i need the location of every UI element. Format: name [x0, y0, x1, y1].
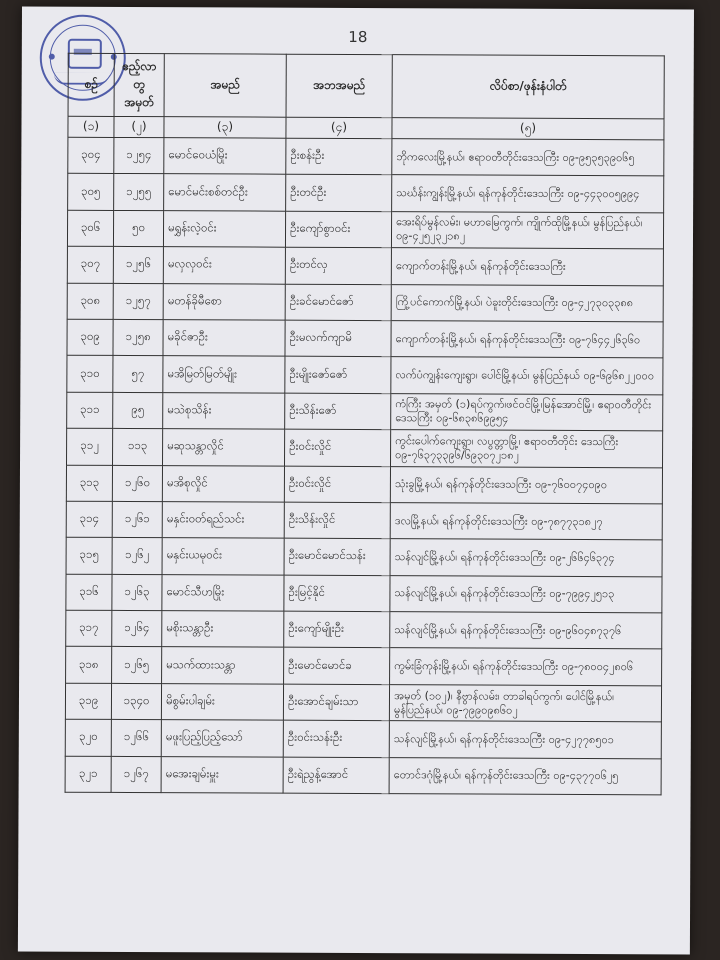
- serial-cell: ၃၁၀: [67, 356, 113, 393]
- name-cell: မစိုးသန္တာဦး: [162, 611, 284, 648]
- document-page: [18, 7, 694, 955]
- address-cell: ကံကြီး အမှတ် (၁)ရပ်ကွက်၊ဖင်ဝင်မြို့၊မြန်အောင်မြို့၊ ဧရာဝတီတိုင်းဒေသကြီး ၀၉-၆၈၃၈၆၉၉၅၄: [391, 393, 663, 431]
- registration-cell: ၁၂၆၁: [112, 501, 162, 538]
- father-cell: ဦးသိန်းလှိုင်: [284, 502, 390, 539]
- registration-cell: ၁၂၆၇: [111, 756, 161, 793]
- address-cell: ကြို့ပင်ကောက်မြို့နယ်၊ ပဲခူးတိုင်းဒေသကြီး ၀၉-၄၂၇၃၀၃၃၈၈: [391, 284, 663, 322]
- registration-cell: ၁၂၆၅: [112, 647, 162, 684]
- address-cell: သန်လျင်မြို့နယ်၊ ရန်ကုန်တိုင်းဒေသကြီး ၀၉-၉၆၀၄၈၇၃၇၆: [390, 612, 662, 650]
- col-number: (၄): [286, 117, 392, 138]
- header-serial: စဥ်: [68, 53, 114, 116]
- father-cell: ဦးတင်လှ: [285, 247, 391, 284]
- registration-cell: ၁၂၅၇: [113, 283, 163, 320]
- address-cell: အမှတ် (၁၀၂)၊ နီဗွာန်လမ်း၊ တာခါရပ်ကွက်၊ ပေါင်မြို့နယ်၊ မွန်ပြည်နယ်၊ ၀၉-၇၉၉၀၉၈၆၀၂: [389, 685, 661, 723]
- registration-cell: ၁၂၅၈: [113, 319, 163, 356]
- serial-cell: ၃၁၅: [66, 538, 112, 575]
- registration-cell: ၁၂၆၄: [112, 611, 162, 648]
- col-number: (၅): [392, 118, 664, 140]
- father-cell: ဦးမောင်မောင်ခ: [284, 648, 390, 685]
- father-cell: ဦးရဲညွန့်အောင်: [283, 757, 389, 794]
- name-cell: မအေးချမ်းမှူး: [161, 756, 283, 793]
- table-row: [67, 283, 663, 322]
- table-row: [66, 610, 662, 649]
- registration-cell: ၅၀: [113, 210, 163, 247]
- father-cell: ဦးဝင်းလှိုင်: [285, 429, 391, 466]
- name-cell: မရွှန်းလဲ့ဝင်း: [163, 210, 285, 247]
- table-row: [65, 719, 661, 758]
- father-cell: ဦးစန်းဦး: [286, 138, 392, 175]
- address-cell: ဘိုကလေးမြို့နယ်၊ ဧရာဝတီတိုင်းဒေသကြီး ၀၉-၉၅၃၅၃၉၀၆၅: [392, 139, 664, 177]
- registration-cell: ၁၂၆၆: [111, 720, 161, 757]
- header-father-name: အဘအမည်: [286, 54, 392, 117]
- table-row: [67, 428, 663, 467]
- name-cell: မတန်ခိုမီစော: [163, 283, 285, 320]
- registration-cell: ၁၂၆၂: [112, 538, 162, 575]
- address-cell: ကွမ်းခြံကုန်းမြို့နယ်၊ ရန်ကုန်တိုင်းဒေသကြီး ၀၉-၇၈၀၀၄၂၈၀၆: [390, 648, 662, 686]
- table-row: [68, 174, 664, 213]
- address-cell: သင်္ဃန်းကျွန်းမြို့နယ်၊ ရန်ကုန်တိုင်းဒေသကြီး ၀၉-၄၄၃၀၀၅၉၉၄: [392, 175, 664, 213]
- registration-cell: ၁၂၅၄: [114, 137, 164, 174]
- serial-cell: ၃၀၅: [68, 174, 114, 211]
- serial-cell: ၃၀၄: [68, 137, 114, 174]
- serial-cell: ၃၂၁: [65, 756, 111, 793]
- header-address: လိပ်စာ/ဖုန်းနံပါတ်: [392, 55, 664, 119]
- serial-cell: ၃၀၉: [67, 319, 113, 356]
- col-number: (၃): [164, 117, 286, 139]
- address-cell: သန်လျင်မြို့နယ်၊ ရန်ကုန်တိုင်းဒေသကြီး ၀၉-၂၆၆၄၆၃၇၄: [390, 539, 662, 577]
- registration-cell: ၉၅: [113, 392, 163, 429]
- address-cell: ကျောက်တန်းမြို့နယ်၊ ရန်ကုန်တိုင်းဒေသကြီး ၀၉-၇၆၄၄၂၆၃၆၀: [391, 321, 663, 359]
- address-cell: ဒလမြို့နယ်၊ ရန်ကုန်တိုင်းဒေသကြီး ၀၉-၇၈၇၇၃၁၈၂၇: [390, 503, 662, 541]
- name-cell: မိစွမ်းပါချမ်း: [161, 684, 283, 721]
- registration-cell: ၁၂၆၀: [112, 465, 162, 502]
- name-cell: မောင်သီဟမြိုး: [162, 574, 284, 611]
- address-cell: လက်ပံကျွန်းကျေးရွာ၊ ပေါင်မြို့နယ်၊ မွန်ပြည်နယ် ၀၉-၆၉၆၈၂၂၀၀၀: [391, 357, 663, 395]
- table-row: [66, 465, 662, 504]
- address-cell: အေးရိပ်မွန်လမ်း၊ မဟာမြေကွက်၊ ကျိုက်ထိုမြို့နယ်၊ မွန်ပြည်နယ်၊ ၀၉-၄၂၅၂၃၂၁၈၂: [391, 211, 663, 249]
- name-cell: မလှလှဝင်း: [163, 247, 285, 284]
- register-table: [65, 53, 665, 796]
- registration-cell: ၁၂၅၅: [114, 174, 164, 211]
- name-cell: မောင်မင်းစစ်တင်ဦး: [164, 174, 286, 211]
- page-number: 18: [348, 27, 368, 47]
- father-cell: ဦးမလက်ကျာမိ: [285, 320, 391, 357]
- table-row: [66, 647, 662, 686]
- father-cell: ဦးမောင်မောင်သန်း: [284, 538, 390, 575]
- header-row: [68, 53, 664, 119]
- registration-cell: ၁၁၃: [113, 429, 163, 466]
- serial-cell: ၃၀၆: [67, 210, 113, 247]
- address-cell: ကွင်းပေါက်ကျေးရွာ၊ လပွတ္တာမြို့၊ ဧရာဝတီတိုင်း ဒေသကြီး ၀၉-၇၆၃၇၃၃၉၆/၆၉၃၀၇၂၁၈၂: [391, 430, 663, 468]
- address-cell: တောင်ဒဂုံမြို့နယ်၊ ရန်ကုန်တိုင်းဒေသကြီး ၀၉-၄၃၇၇၀၆၂၅: [389, 757, 661, 795]
- table-row: [67, 356, 663, 395]
- father-cell: ဦးခင်မောင်ဇော်: [285, 284, 391, 321]
- serial-cell: ၃၁၁: [67, 392, 113, 429]
- column-number-row: [68, 116, 664, 140]
- name-cell: မအိစုလှိုင်: [162, 465, 284, 502]
- father-cell: ဦးကျော်မျိုးဦး: [284, 611, 390, 648]
- address-cell: သုံးခွမြို့နယ်၊ ရန်ကုန်တိုင်းဒေသကြီး ၀၉-၇၆၀၀၇၄၀၉၀: [390, 466, 662, 504]
- father-cell: ဦးတင်ဦး: [286, 175, 392, 212]
- registration-cell: ၁၃၄၀: [111, 683, 161, 720]
- father-cell: ဦးသိန်းဇော်: [285, 393, 391, 430]
- registration-cell: ၁၂၅၆: [113, 247, 163, 284]
- serial-cell: ၃၁၈: [66, 647, 112, 684]
- serial-cell: ၃၁၄: [66, 501, 112, 538]
- address-cell: ကျောက်တန်းမြို့နယ်၊ ရန်ကုန်တိုင်းဒေသကြီး: [391, 248, 663, 286]
- table-row: [66, 538, 662, 577]
- serial-cell: ၃၀၇: [67, 246, 113, 283]
- name-cell: မဖူးပြည့်ပြည့်သော်: [161, 720, 283, 757]
- serial-cell: ၃၁၆: [66, 574, 112, 611]
- serial-cell: ၃၁၃: [66, 465, 112, 502]
- header-registration: ဧည့်လာတွ အမှတ်: [114, 53, 164, 116]
- table-row: [68, 137, 664, 176]
- serial-cell: ၃၀၈: [67, 283, 113, 320]
- father-cell: ဦးမျိုးဇော်ဇော်: [285, 357, 391, 394]
- table-row: [65, 756, 661, 795]
- seal-star: [49, 54, 55, 60]
- father-cell: ဦးဝင်းသန်းဦး: [283, 720, 389, 757]
- table-row: [66, 501, 662, 540]
- serial-cell: ၃၁၂: [67, 428, 113, 465]
- name-cell: မနှင်းဝတ်ရည်သင်း: [162, 502, 284, 539]
- registration-cell: ၅၇: [113, 356, 163, 393]
- table-row: [67, 210, 663, 249]
- serial-cell: ၃၁၇: [66, 610, 112, 647]
- name-cell: မသက်ထားသန္တာ: [162, 647, 284, 684]
- name-cell: မအိမြတ်မြတ်မျိုး: [163, 356, 285, 393]
- table-row: [66, 574, 662, 613]
- address-cell: သန်လျင်မြို့နယ်၊ ရန်ကုန်တိုင်းဒေသကြီး ၀၉-၄၂၇၇၈၅၀၁: [389, 721, 661, 759]
- col-number: (၁): [68, 116, 114, 137]
- serial-cell: ၃၂၀: [65, 719, 111, 756]
- father-cell: ဦးကျော်စွာဝင်း: [285, 211, 391, 248]
- serial-cell: ၃၁၉: [65, 683, 111, 720]
- father-cell: ဦးအောင်ချမ်းသာ: [283, 684, 389, 721]
- table-row: [67, 392, 663, 431]
- name-cell: မသဲစုသိန်း: [163, 392, 285, 429]
- registration-cell: ၁၂၆၃: [112, 574, 162, 611]
- father-cell: ဦးဝင်းလှိုင်: [284, 466, 390, 503]
- name-cell: မောင်ဝေယံမြိုး: [164, 138, 286, 175]
- col-number: (၂): [114, 116, 164, 137]
- name-cell: မဆုသန္တာလှိုင်: [163, 429, 285, 466]
- address-cell: သန်လျင်မြို့နယ်၊ ရန်ကုန်တိုင်းဒေသကြီး ၀၉-၇၉၉၄၂၅၁၃: [390, 575, 662, 613]
- header-name: အမည်: [164, 54, 286, 118]
- table-row: [67, 246, 663, 285]
- father-cell: ဦးမြင့်နိုင်: [284, 575, 390, 612]
- table-row: [65, 683, 661, 722]
- name-cell: မခိုင်ဇာဦး: [163, 320, 285, 357]
- table-row: [67, 319, 663, 358]
- name-cell: မနှင်းယမုဝင်း: [162, 538, 284, 575]
